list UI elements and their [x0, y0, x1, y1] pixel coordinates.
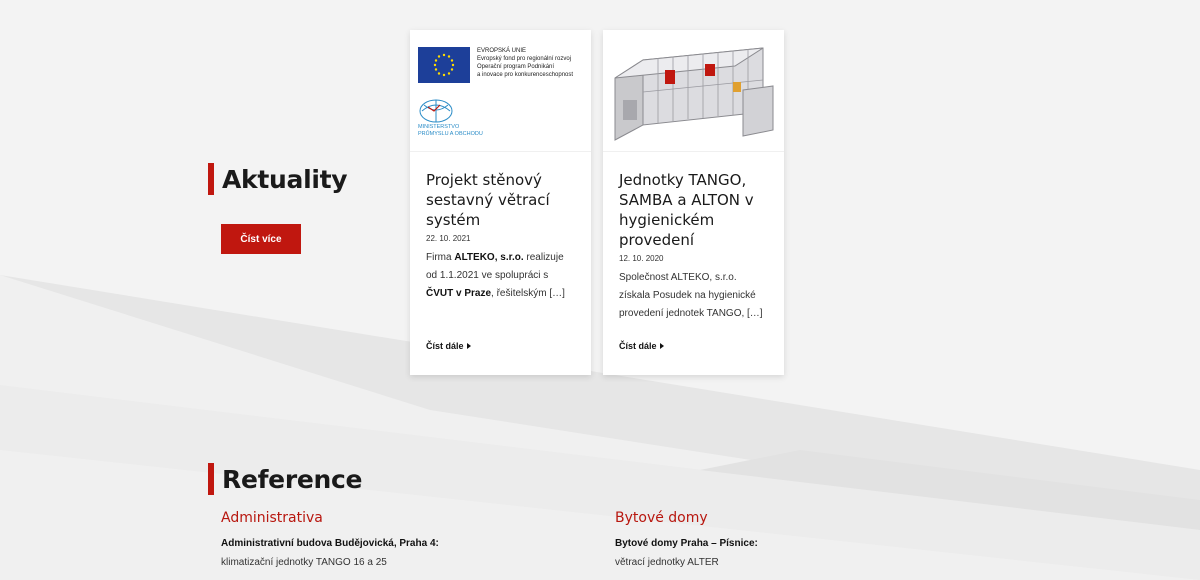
- reference-title: Reference: [222, 464, 363, 494]
- news-card[interactable]: [410, 30, 591, 375]
- card-date: 12. 10. 2020: [619, 254, 664, 263]
- reference-heading: [208, 463, 362, 495]
- read-more-link[interactable]: Číst dále: [619, 341, 664, 351]
- reference-category[interactable]: Administrativa: [221, 510, 323, 526]
- heading-accent-bar: [208, 163, 214, 195]
- mpo-logo-icon: [418, 97, 454, 123]
- mpo-logo-text: MINISTERSTVO PRŮMYSLU A OBCHODU: [418, 124, 483, 137]
- reference-column: [615, 510, 945, 568]
- card-title[interactable]: Jednotky TANGO, SAMBA a ALTON v hygienickém provedení: [619, 171, 754, 249]
- heading-accent-bar: [208, 463, 214, 495]
- read-more-button[interactable]: Číst více: [221, 224, 301, 254]
- aktuality-title: Aktuality: [222, 164, 348, 194]
- card-title[interactable]: Projekt stěnový sestavný větrací systém: [426, 171, 550, 229]
- card-excerpt: Společnost ALTEKO, s.r.o. získala Posudek na hygienické provedení jednotek TANGO, […]: [619, 272, 763, 319]
- read-more-link[interactable]: Číst dále: [426, 341, 471, 351]
- reference-description: větrací jednotky ALTER: [615, 557, 719, 568]
- eu-logo-text: EVROPSKÁ UNIE Evropský fond pro regionální rozvoj Operační program Podnikání a inovace pro konkurenceschopnost: [477, 48, 574, 78]
- card-excerpt: Firma ALTEKO, s.r.o. realizuje od 1.1.2021 ve spolupráci s ČVUT v Praze, řešitelským […]: [426, 252, 565, 299]
- eu-flag-icon: [418, 47, 470, 83]
- news-card[interactable]: [603, 30, 784, 375]
- reference-description: klimatizační jednotky TANGO 16 a 25: [221, 557, 387, 568]
- caret-right-icon: [467, 343, 471, 349]
- hvac-units-image: [603, 30, 784, 152]
- eu-logo-image: [410, 30, 591, 152]
- reference-title-item: Administrativní budova Budějovická, Praha 4:: [221, 538, 439, 549]
- caret-right-icon: [660, 343, 664, 349]
- reference-title-item: Bytové domy Praha – Písnice:: [615, 538, 758, 549]
- card-date: 22. 10. 2021: [426, 234, 471, 243]
- reference-category[interactable]: Bytové domy: [615, 510, 708, 526]
- reference-column: [221, 510, 551, 568]
- aktuality-heading: [208, 163, 347, 195]
